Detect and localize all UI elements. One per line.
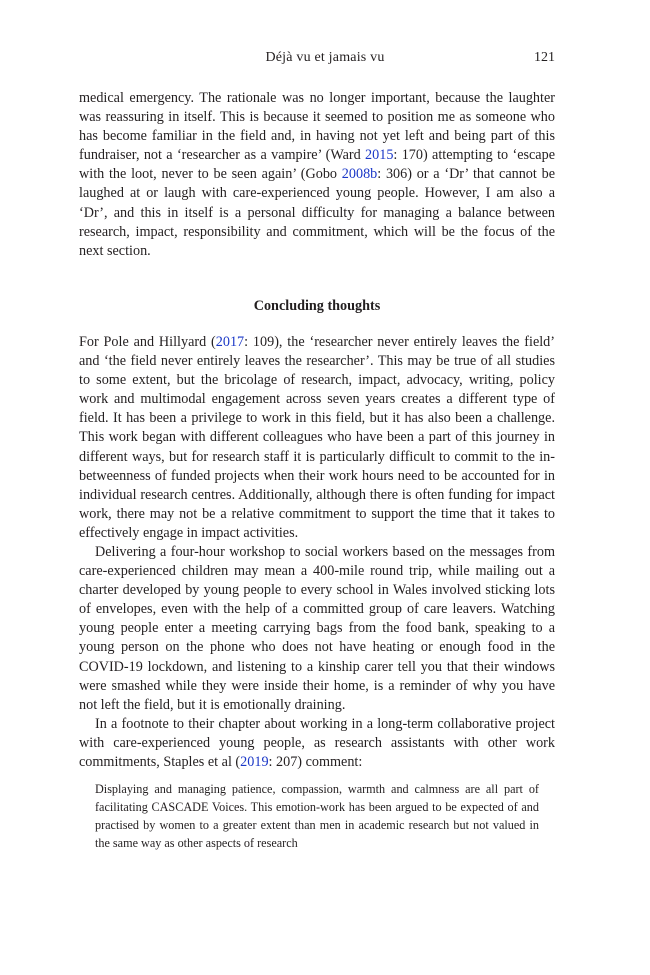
text: For Pole and Hillyard ( xyxy=(79,333,216,350)
running-title: Déjà vu et jamais vu xyxy=(265,50,385,65)
paragraph-1 xyxy=(79,89,555,261)
paragraph-3: Delivering a four-hour workshop to social workers based on the messages from care-experienced children may mean a 400-mile round trip, while mailing out a charter developed by young people to every school in Wales involved sticking lots of envelopes, even with the help of a committed group of care leavers. Watching young people enter a meeting carrying bags from the food bank, speaking to a young person on the phone who does not have heating or enough food in the COVID-19 lockdown, and listening to a kinship carer tell you that their windows were smashed while they were inside their home, is a reminder of why you have not left the field, but it is emotionally draining. xyxy=(79,543,555,713)
text: : 109), the ‘researcher never entirely leaves the field’ and ‘the field never entirely leaves the researcher’. This may be true of all studies to some extent, but the bricolage of research, impact, advocacy, writing, policy work and multimodal engagement across seven years creates a different type of field. It has been a privilege to work in this field, but it has also been a challenge. This work began with different colleagues who have been a part of this journey in different ways, but for research staff it is particularly difficult to commit to the in-betweenness of funded projects when their work hours need to be accounted for in individual research centres. Additionally, although there is often funding for impact work, there may not be a relative commitment to support the time that it takes to effectively engage in impact activities. xyxy=(79,333,555,541)
citation-link-gobo-2008b[interactable]: 2008b xyxy=(341,166,378,183)
text: : 306) or a ‘Dr’ that cannot be laughed at or laugh with care-experienced young people. However, I am also a ‘Dr’, and this in itself is a personal difficulty for managing a balance between research, impact, responsibility and commitment, which will be the focus of the next section. xyxy=(79,166,555,259)
citation-link-pole-hillyard-2017[interactable]: 2017 xyxy=(215,333,245,350)
block-quote: Displaying and managing patience, compassion, warmth and calmness are all part of facilitating CASCADE Voices. This emotion-work has been argued to be expected of and practised by women to a greater extent than men in academic research but not valued in the same way as other aspects of research xyxy=(95,782,539,851)
text: medical emergency. The rationale was no longer important, because the laughter was reassuring in itself. This is because it seemed to position me as someone who has become familiar in the field and, in having not yet left and being part of this fundraiser, not a ‘researcher as a vampire’ (Ward xyxy=(79,90,555,164)
text: : 170) attempting to ‘escape with the loot, never to be seen again’ (Gobo xyxy=(79,147,555,183)
paragraph-2 xyxy=(79,333,555,543)
citation-link-staples-2019[interactable]: 2019 xyxy=(240,754,269,770)
paragraph-4 xyxy=(79,715,555,772)
text: In a footnote to their chapter about working in a long-term collaborative project with care-experienced young people, as research assistants with other work commitments, Staples et al ( xyxy=(79,715,555,770)
text: : 207) comment: xyxy=(268,754,363,770)
page-number: 121 xyxy=(534,50,555,65)
citation-link-ward-2015[interactable]: 2015 xyxy=(365,147,394,164)
page-body xyxy=(79,89,555,852)
section-heading: Concluding thoughts xyxy=(253,297,381,314)
